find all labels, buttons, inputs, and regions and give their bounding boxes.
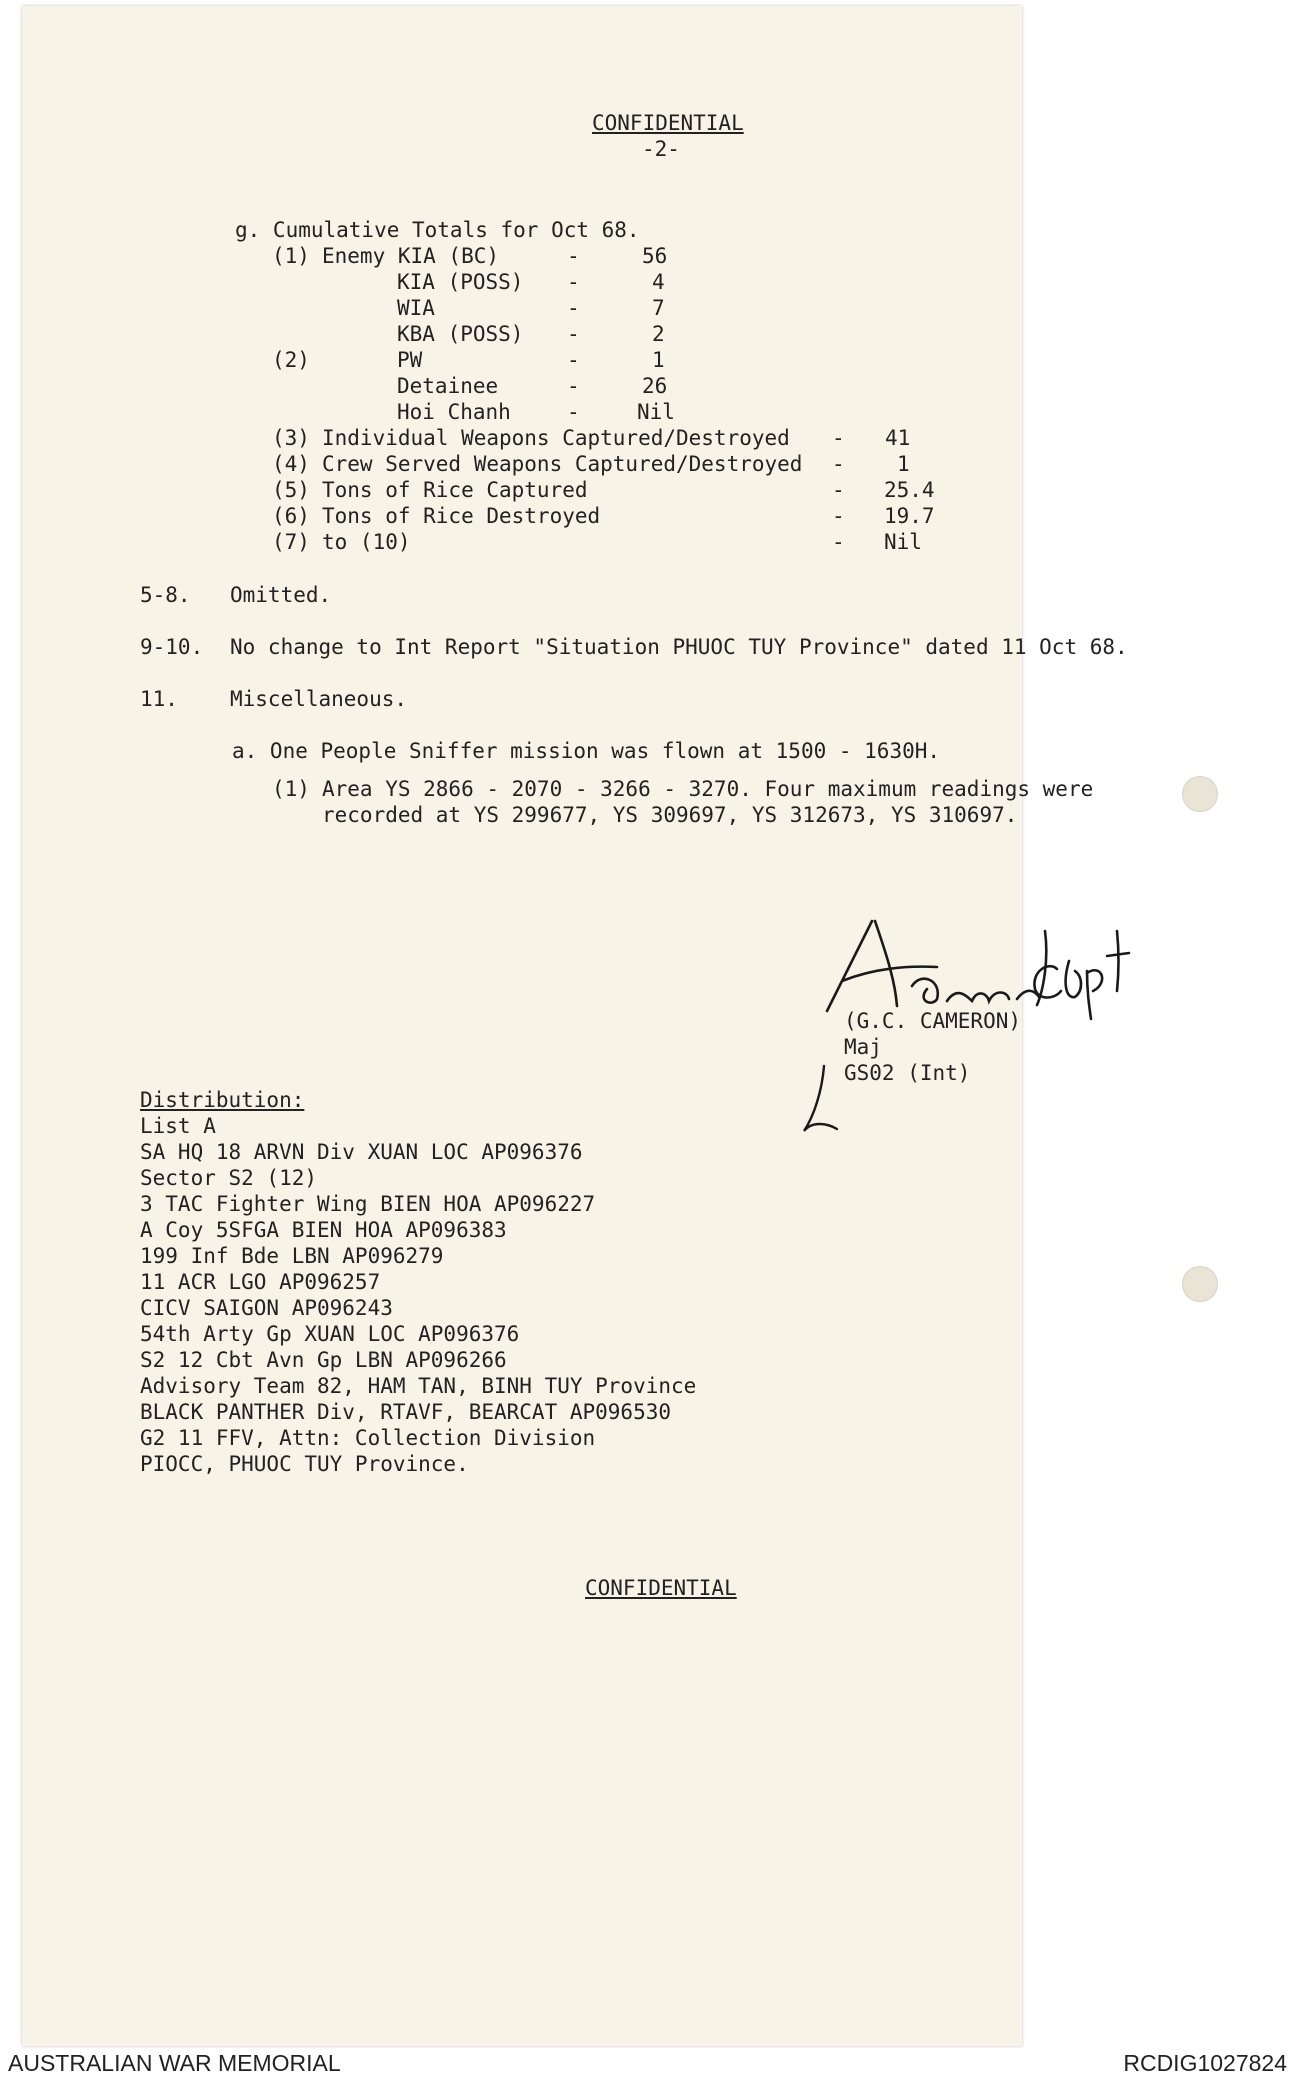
signatory-name: (G.C. CAMERON) [844,1009,1022,1033]
distribution-item: Sector S2 (12) [140,1166,318,1190]
row-value: Nil [637,400,675,424]
signatory-rank: Maj [844,1035,882,1059]
punch-hole [1182,1266,1218,1302]
item-label: Individual Weapons Captured/Destroyed [322,426,790,450]
item-value: 25.4 [884,478,935,502]
item-label: Crew Served Weapons Captured/Destroyed [322,452,803,476]
distribution-item: 54th Arty Gp XUAN LOC AP096376 [140,1322,520,1346]
row-value: 26 [642,374,668,398]
page-number: -2- [642,137,680,161]
section-g-heading: g. Cumulative Totals for Oct 68. [235,218,640,242]
distribution-item: SA HQ 18 ARVN Div XUAN LOC AP096376 [140,1140,583,1164]
item-value: 19.7 [884,504,935,528]
row-label: WIA [397,296,435,320]
item-value: 1 [897,452,910,476]
item-num: (7) [272,530,310,554]
row-dash: - [567,374,580,398]
distribution-item: G2 11 FFV, Attn: Collection Division [140,1426,596,1450]
row-value: 7 [652,296,665,320]
item-value: 41 [885,426,911,450]
item-num: (4) [272,452,310,476]
para-11a1-line1: Area YS 2866 - 2070 - 3266 - 3270. Four maximum readings were [322,777,1094,801]
distribution-item: S2 12 Cbt Avn Gp LBN AP096266 [140,1348,507,1372]
row-label: KIA (POSS) [397,270,524,294]
item-num: (5) [272,478,310,502]
para-11-text: Miscellaneous. [230,687,408,711]
row-label: Hoi Chanh [397,400,511,424]
distribution-item: Advisory Team 82, HAM TAN, BINH TUY Province [140,1374,697,1398]
distribution-item: A Coy 5SFGA BIEN HOA AP096383 [140,1218,507,1242]
item-dash: - [832,426,845,450]
row-dash: - [567,322,580,346]
row-num: (1) [272,244,310,268]
distribution-item: 11 ACR LGO AP096257 [140,1270,381,1294]
distribution-heading: Distribution: [140,1088,305,1112]
row-value: 2 [652,322,665,346]
item-dash: - [832,478,845,502]
item-dash: - [832,452,845,476]
signatory-appointment: GS02 (Int) [844,1061,971,1085]
row-value: 4 [652,270,665,294]
item-label: to (10) [322,530,411,554]
item-dash: - [832,530,845,554]
item-dash: - [832,504,845,528]
para-11a1-line2: recorded at YS 299677, YS 309697, YS 312673, YS 310697. [322,803,1018,827]
para-9-10-text: No change to Int Report "Situation PHUOC TUY Province" dated 11 Oct 68. [230,635,1128,659]
archive-id: RCDIG1027824 [1123,2050,1287,2076]
punch-hole [1182,776,1218,812]
item-num: (6) [272,504,310,528]
row-dash: - [567,296,580,320]
header-classification: CONFIDENTIAL [592,111,744,135]
footer-classification: CONFIDENTIAL [585,1576,737,1600]
para-11-number: 11. [140,687,178,711]
row-label: Enemy KIA (BC) [322,244,500,268]
row-label: PW [397,348,423,372]
item-label: Tons of Rice Captured [322,478,588,502]
item-num: (3) [272,426,310,450]
row-value: 56 [642,244,668,268]
row-num: (2) [272,348,310,372]
archive-label: AUSTRALIAN WAR MEMORIAL [8,2050,341,2076]
document-page [22,6,1128,2046]
para-11a-text: a. One People Sniffer mission was flown at 1500 - 1630H. [232,739,941,763]
row-dash: - [567,348,580,372]
para-9-10-number: 9-10. [140,635,204,659]
row-dash: - [567,270,580,294]
pen-mark [792,1061,852,1141]
para-5-8-text: Omitted. [230,583,332,607]
row-value: 1 [652,348,665,372]
distribution-item: BLACK PANTHER Div, RTAVF, BEARCAT AP096530 [140,1400,672,1424]
para-5-8-number: 5-8. [140,583,191,607]
distribution-item: PIOCC, PHUOC TUY Province. [140,1452,469,1476]
row-dash: - [567,400,580,424]
item-label: Tons of Rice Destroyed [322,504,601,528]
row-label: KBA (POSS) [397,322,524,346]
item-value: Nil [884,530,922,554]
distribution-item: 3 TAC Fighter Wing BIEN HOA AP096227 [140,1192,596,1216]
para-11a1-number: (1) [272,777,310,801]
row-dash: - [567,244,580,268]
distribution-item: CICV SAIGON AP096243 [140,1296,393,1320]
row-label: Detainee [397,374,499,398]
distribution-item: 199 Inf Bde LBN AP096279 [140,1244,444,1268]
distribution-item: List A [140,1114,216,1138]
